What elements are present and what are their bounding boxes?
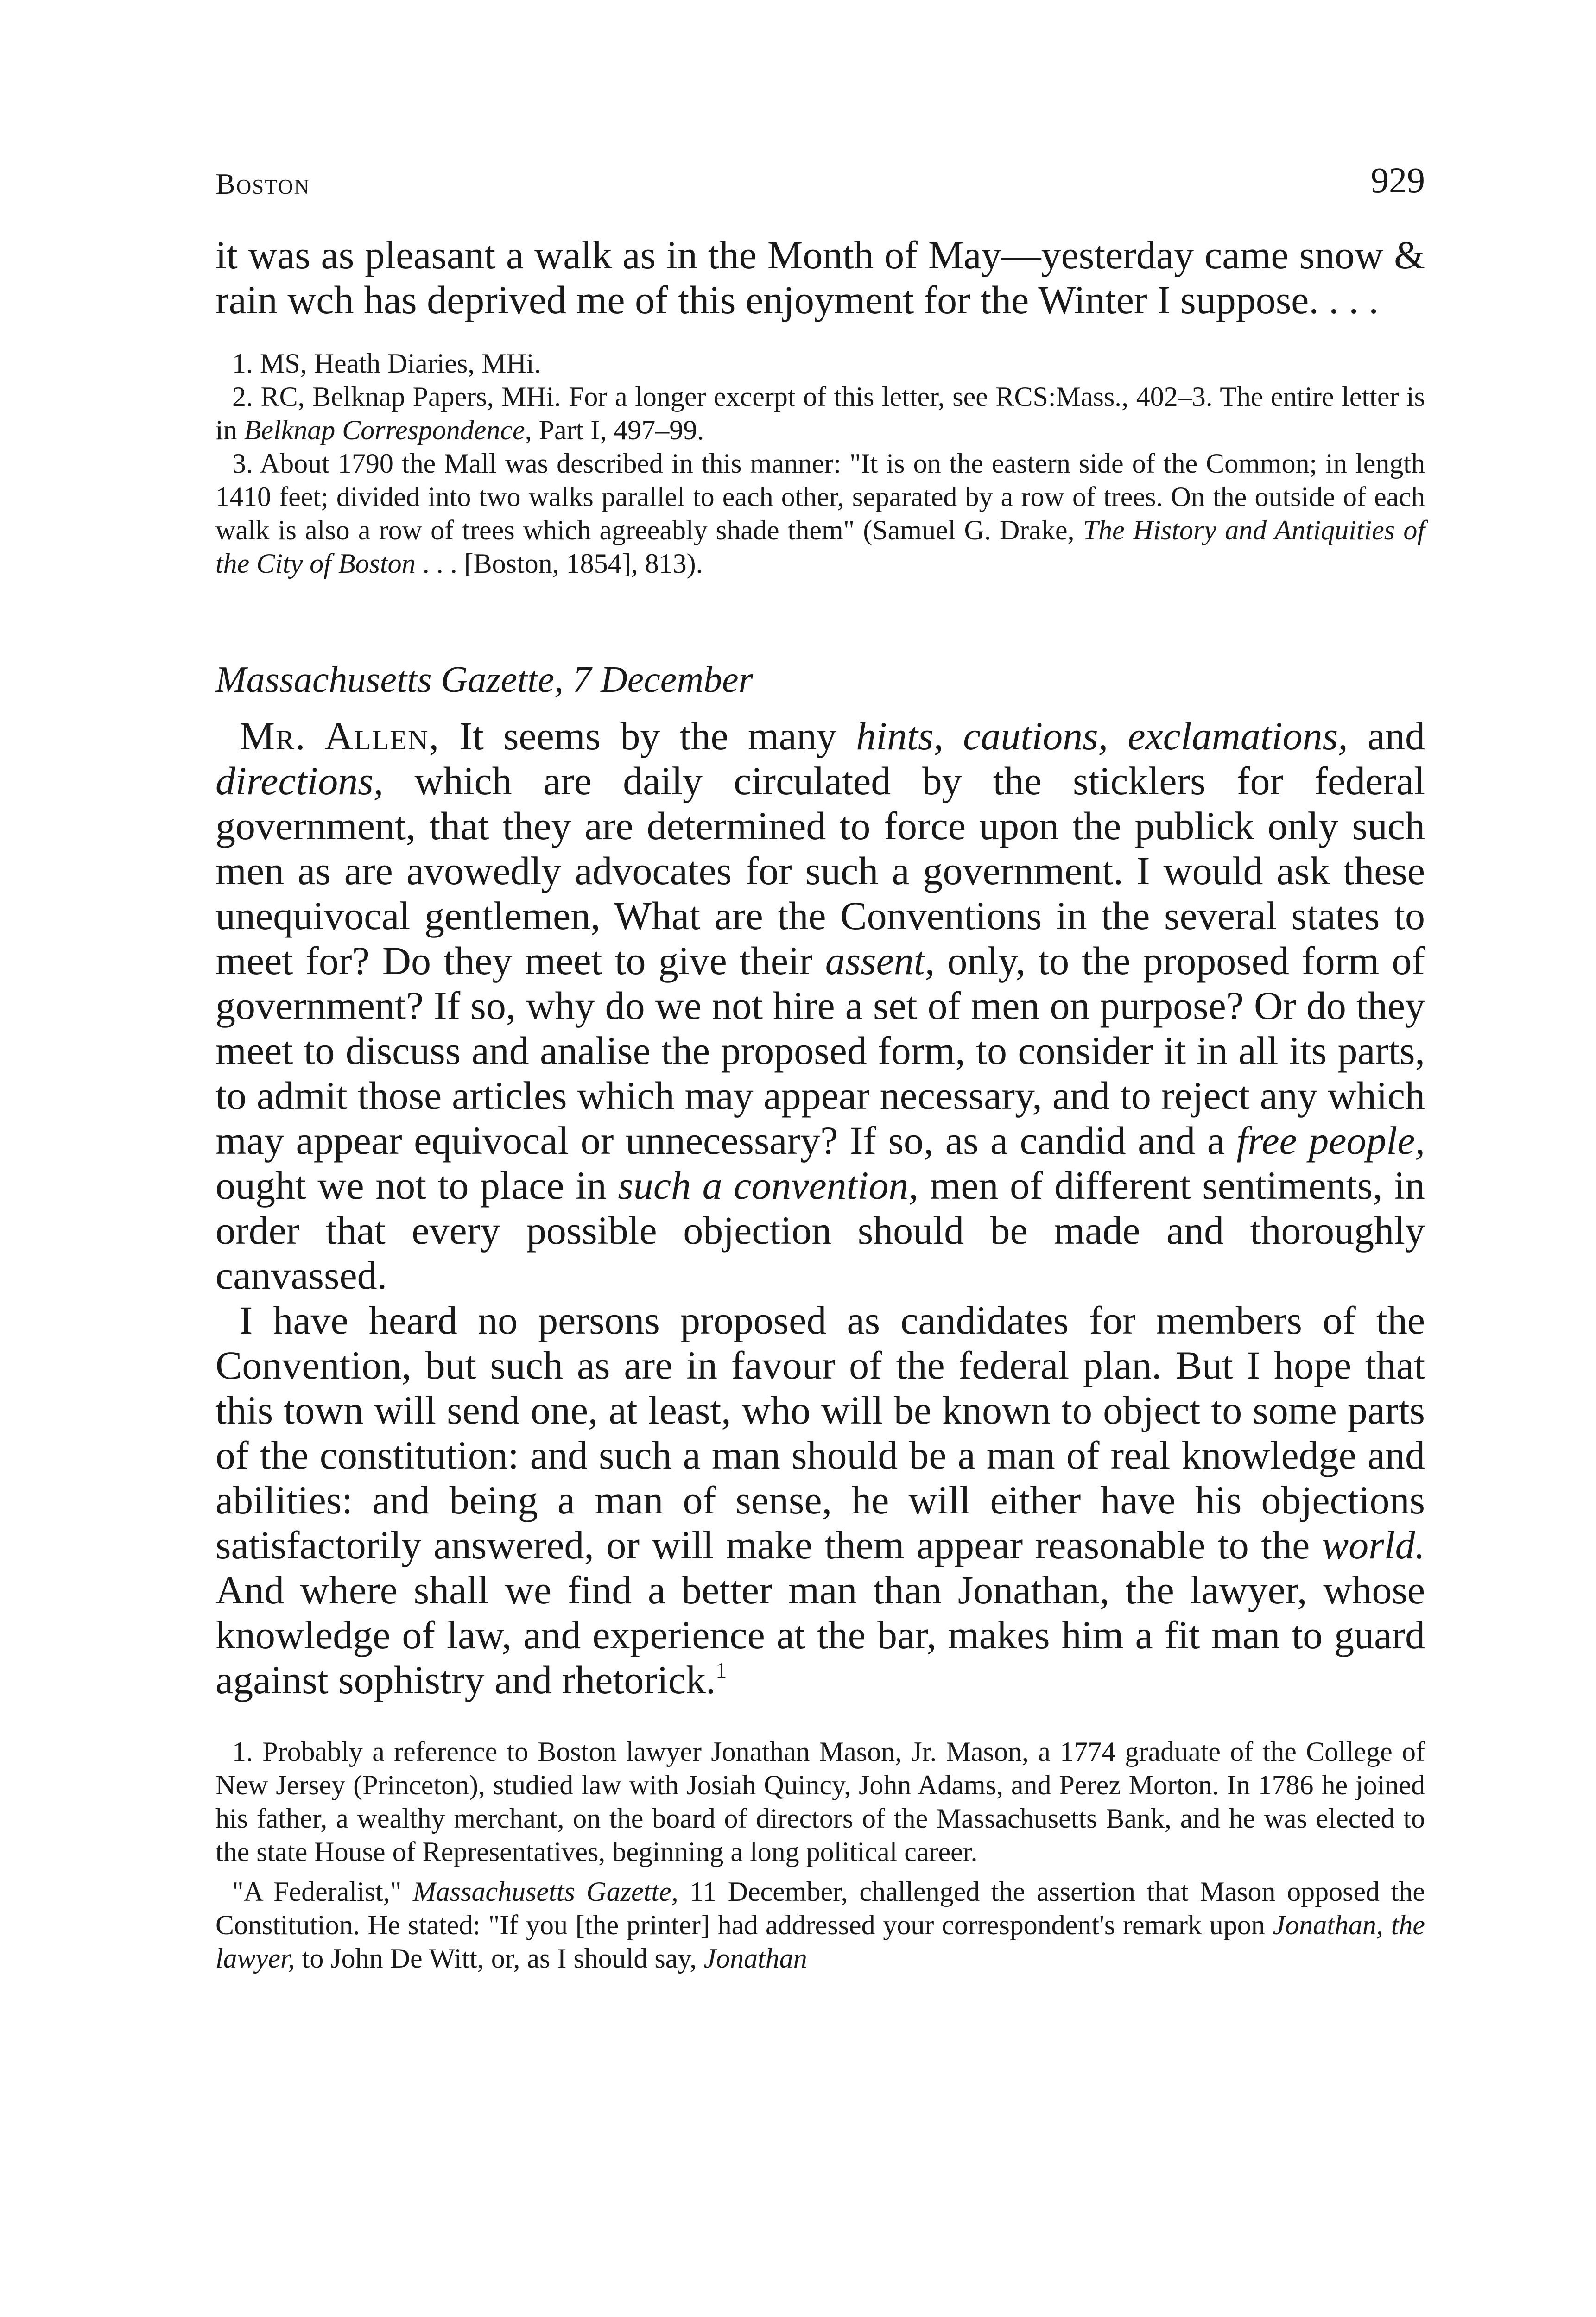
document-paragraph-1: [215, 714, 1425, 1298]
continuation-text: [215, 233, 1425, 323]
footnote-1: 1. MS, Heath Diaries, MHi.: [232, 348, 541, 379]
p1-text-2: and: [1348, 714, 1425, 758]
p1-text-3: which are daily circulated by the sticklers for federal government, that they are determined to force upon the publick only such men as are avowedly advocates for such a government. I would ask these unequivocal gentlemen, What are the Conventions in the several states to meet for? Do they meet to give their: [215, 759, 1425, 983]
footnote-3-text-a: 3. About 1790 the Mall was described in this manner: "It is on the eastern side of the Common; in length 1410 feet; divided into two walks parallel to each other, separated by a row of trees. On the outside of each walk is also a row of trees which agreeably shade them" (Samuel G. Drake,: [215, 448, 1425, 545]
p1-text-5: ought we not to place in: [215, 1163, 618, 1208]
footnote-federalist: [215, 1875, 1425, 1975]
footnote-2-text-a: 2. RC, Belknap Papers, MHi. For a longer excerpt of this letter, see RCS:Mass., 402–3. The entire letter is in: [215, 381, 1425, 445]
p1-emphasis-5: such a convention,: [618, 1163, 918, 1208]
p1-text-4: only, to the proposed form of government? If so, why do we not hire a set of men on purpose? Or do they meet to discuss and analise the proposed form, to consider it in all its parts, to admit those articles which may appear necessary, and to reject any which may appear equivocal or unnecessary? If so, as a candid and a: [215, 938, 1425, 1163]
footnote-mason: 1. Probably a reference to Boston lawyer Jonathan Mason, Jr. Mason, a 1774 graduate of the College of New Jersey (Princeton), studied law with Josiah Quincy, John Adams, and Perez Morton. In 1786 he joined his father, a wealthy merchant, on the board of directors of the Massachusetts Bank, and he was elected to the state House of Representatives, beginning a long political career.: [215, 1736, 1425, 1867]
p1-emphasis-4: free people,: [1236, 1118, 1425, 1163]
p1-text-1: It seems by the many: [439, 714, 856, 758]
federalist-text-a: "A Federalist,": [232, 1876, 413, 1907]
p2-text-1: I have heard no persons proposed as candidates for members of the Convention, but such as are in favour of the federal plan. But I hope that this town will send one, at least, who will be known to object to some parts of the constitution: and such a man should be a man of real knowledge and abilities: and being a man of sense, he will either have his objections satisfactorily answered, or will make them appear reasonable to the: [215, 1298, 1425, 1567]
footnote-2-text-c: Part I, 497–99.: [532, 415, 704, 445]
footnote-3-title: The History and Antiquities of the City of Boston: [215, 515, 1425, 579]
book-page: [215, 153, 1425, 1975]
federalist-emphasis-d: Jonathan, the lawyer,: [215, 1910, 1425, 1974]
federalist-text-e: to John De Witt, or, as I should say,: [295, 1943, 704, 1974]
footnote-2: [215, 380, 1425, 447]
running-title: Boston: [215, 167, 310, 200]
salutation: Mr. Allen,: [239, 714, 440, 758]
footnote-3: [215, 447, 1425, 580]
document-paragraph-2: [215, 1298, 1425, 1703]
federalist-emphasis-f: Jonathan: [703, 1943, 807, 1974]
p2-emphasis-1: world.: [1322, 1523, 1425, 1567]
continuation-paragraph: it was as pleasant a walk as in the Month of May—yesterday came snow & rain wch has deprived me of this enjoyment for the Winter I suppose. . . .: [215, 233, 1425, 322]
document-heading: Massachusetts Gazette, 7 December: [215, 659, 753, 700]
page-number: 929: [1371, 160, 1425, 200]
footnotes-section-2: [215, 1735, 1425, 1975]
p1-text-6: men of different sentiments, in order that every possible objection should be made and thoroughly canvassed.: [215, 1163, 1425, 1298]
p2-text-2: And where shall we find a better man than Jonathan, the lawyer, whose knowledge of law, and experience at the bar, makes him a fit man to guard against sophistry and rhetorick.: [215, 1568, 1425, 1702]
p1-emphasis-1: hints, cautions, exclamations,: [856, 714, 1348, 758]
running-head: [215, 153, 1425, 209]
p1-emphasis-3: assent,: [825, 938, 935, 983]
footnote-3-text-c: . . . [Boston, 1854], 813).: [415, 548, 703, 579]
footnote-2-title: Belknap Correspondence,: [244, 415, 532, 445]
footnotes-section-1: [215, 347, 1425, 580]
p1-emphasis-2: directions,: [215, 759, 384, 803]
document-body: [215, 714, 1425, 1703]
federalist-title: Massachusetts Gazette,: [412, 1876, 678, 1907]
federalist-text-c: 11 December, challenged the assertion that Mason opposed the Constitution. He stated: "If you [the printer] had addressed your correspondent's remark upon: [215, 1876, 1425, 1940]
footnote-ref-1: 1: [716, 1658, 727, 1683]
